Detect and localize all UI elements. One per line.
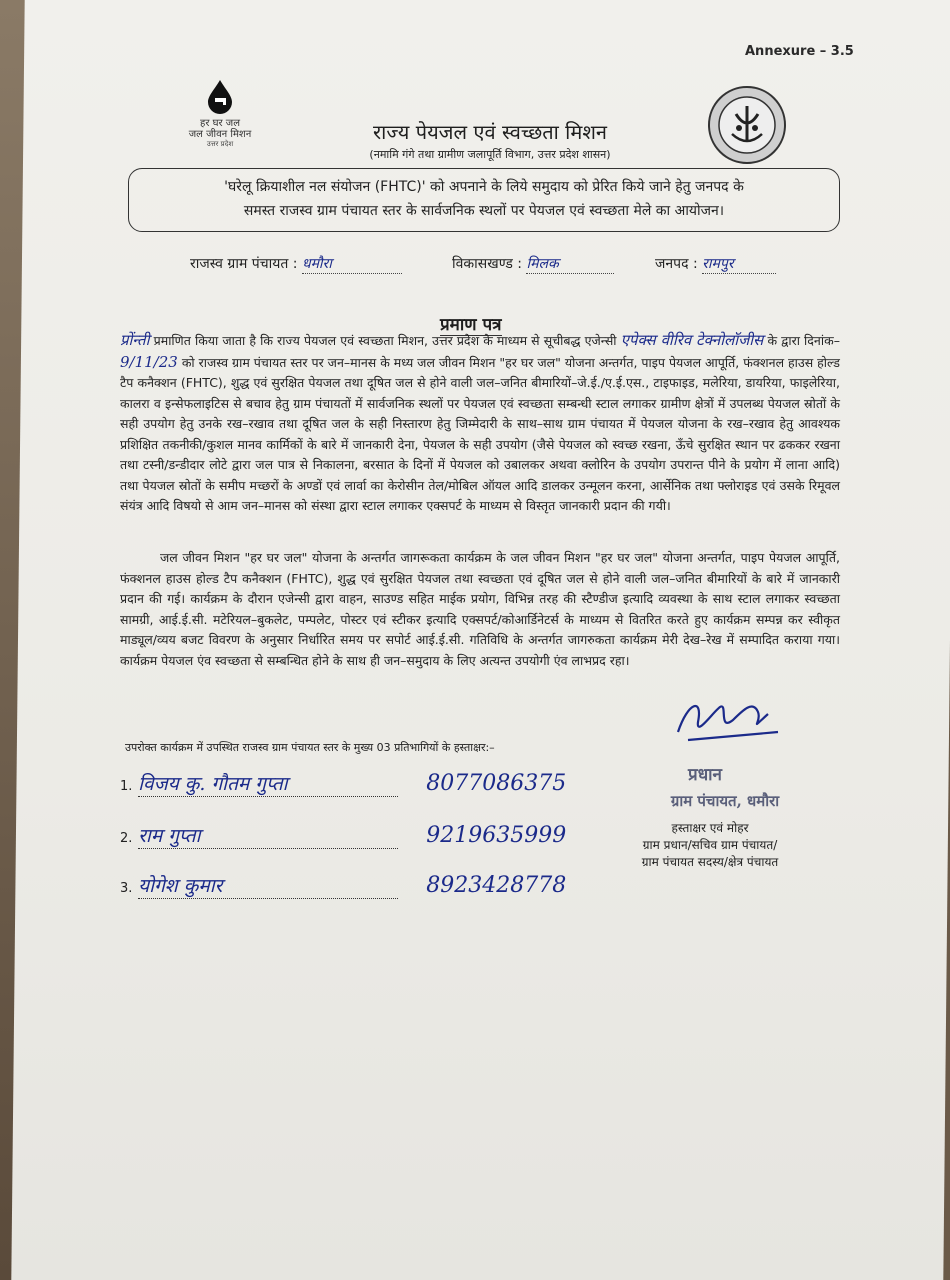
panchayat-value: धमौरा [302,254,402,274]
event-date-handwritten: 9/11/23 [120,352,178,371]
certificate-heading: प्रमाण पत्र [440,312,502,336]
logo-text-1: हर घर जल [200,118,240,129]
signatory-line-2: ग्राम प्रधान/सचिव ग्राम पंचायत/ [642,838,778,852]
p1-date-label: के द्वारा दिनांक– [767,333,840,348]
district-value: रामपुर [702,254,776,274]
logo-text-2: जल जीवन मिशन [188,129,252,140]
stamp-panchayat: ग्राम पंचायत, धमौरा [670,792,780,810]
participant-number: 1. [120,779,133,794]
participant-signature: योगेश कुमार [138,872,398,899]
participant-signature: विजय कु. गौतम गुप्ता [138,770,398,797]
block-value: मिलक [526,254,614,274]
page-subtitle: (नमामि गंगे तथा ग्रामीण जलापूर्ति विभाग, उत्तर प्रदेश शासन) [369,148,611,161]
district-label: जनपद : [655,256,698,272]
banner-line-1: 'घरेलू क्रियाशील नल संयोजन (FHTC)' को अपनाने के लिये समुदाय को प्रेरित किये जाने हेतु जनपद के [224,179,744,195]
signatory-line-3: ग्राम पंचायत सदस्य/क्षेत्र पंचायत [641,855,779,869]
participant-row [120,822,566,849]
certificate-paragraph-2 [120,548,840,671]
participant-number: 3. [120,881,133,896]
p2-body: जल जीवन मिशन "हर घर जल" योजना के अन्तर्गत जागरूकता कार्यक्रम के जल जीवन मिशन "हर घर जल" योजना अन्तर्गत, पाइप पेयजल आपूर्ति, फंक्शनल हाउस होल्ड टैप कनैक्शन (FHTC), शुद्ध एवं सुरक्षित पेयजल तथा स्वच्छता एवं दूषित जल से होने वाली जल–जनित बीमारियों के बारे में जानकारी प्रदान की गई। कार्यक्रम के दौरान एजेन्सी द्वारा वाहन, साउण्ड सहित माईक प्रयोग, विभिन्न तरह की स्टैण्डीज इत्यादि व्यवस्था के साथ स्टाल लगाकर स्वच्छता सामग्री, आई.ई.सी. मटेरियल–बुकलेट, पम्पलेट, पोस्टर एवं स्टीकर इत्यादि एक्सपर्ट/कोआर्डिनेटर्स के माध्यम से वितरित करते हुए कार्यक्रम सम्पन्न कर स्वीकृत माड्यूल/व्यय बजट विवरण के अनुसार निर्धारित समय पर सपोर्ट आई.ई.सी. गतिविधि के अन्तर्गत जागरुकता कार्यक्रम मेरी देख–रेख में सम्पादित कराया गया। कार्यक्रम पेयजल एंव स्वच्छता से सम्बन्धित होने के साथ ही जन–समुदाय के लिए अत्यन्त उपयोगी एंव लाभप्रद रहा। [120,550,840,668]
uttar-pradesh-emblem-icon [706,84,788,166]
block-label: विकासखण्ड : [452,256,523,272]
p1-intro: प्रमाणित किया जाता है कि राज्य पेयजल एवं स्वच्छता मिशन, उत्तर प्रदेश के माध्यम से सूचीबद्ध एजेन्सी [153,333,617,348]
event-banner [128,168,840,232]
har-ghar-jal-logo [180,78,260,149]
participant-phone: 8077086375 [426,771,567,796]
district-field [655,254,776,274]
pradhan-signature [658,692,798,754]
annexure-label: Annexure – 3.5 [745,44,854,59]
stamp-designation: प्रधान [688,765,722,785]
participant-number: 2. [120,831,133,846]
participant-row [120,872,566,899]
participant-row [120,770,566,797]
participant-phone: 9219635999 [426,823,567,848]
participant-phone: 8923428778 [426,873,567,898]
participant-signature: राम गुप्ता [138,822,398,849]
agency-name-handwritten: एपेक्स वीरिव टेक्नोलॉजीस [620,331,764,349]
page-title: राज्य पेयजल एवं स्वच्छता मिशन [372,120,608,144]
pradhan-stamp [630,762,820,811]
banner-line-2: समस्त राजस्व ग्राम पंचायत स्तर के सार्वजनिक स्थलों पर पेयजल एवं स्वच्छता मेले का आयोजन। [243,203,725,219]
panchayat-field [190,254,402,274]
signatory-label [610,820,810,871]
p1-body: को राजस्व ग्राम पंचायत स्तर पर जन–मानस के मध्य जल जीवन मिशन "हर घर जल" योजना अन्तर्गत, पाइप पेयजल आपूर्ति, फंक्शनल हाउस होल्ड टैप कनैक्शन (FHTC), शुद्ध एवं सुरक्षित पेयजल तथा दूषित जल से होने वाली जल–जनित बीमारियों–जे.ई./ए.ई.एस., टाइफाइड, मलेरिया, डायरिया, फाइलेरिया, कालरा व इन्सेफलाइटिस से बचाव हेतु ग्राम पंचायतों में सार्वजनिक स्थलों पर पेयजल एवं स्वच्छता सम्बन्धी स्टाल लगाकर ग्रामीण क्षेत्रों में उपलब्ध पेयजल स्रोतों के सही उपयोग हेतु उनके रख–रखाव तथा दूषित जल के सही निस्तारण हेतु जिम्मेदारी के साथ–साथ ग्राम पंचायत में पेयजल योजना के रख–रखाव हेतु आवश्यक प्रशिक्षित तकनीकी/कुशल मानव कार्मिकों के बारे में जानकारी देना, पेयजल के सही उपयोग (जैसे पेयजल को स्वच्छ रखना, ऊँचे सुरक्षित स्थान पर ढककर रखना तथा टस्नी/डन्डीदार लोटे द्वारा जल पात्र से निकालना, बरसात के दिनों में पेयजल को उबालकर अथवा क्लोरिन के उपयोग उपरान्त पीने के प्रयोग में लाना आदि) तथा पेयजल स्रोतों के समीप मच्छरों के अण्डों एवं लार्वा का केरोसीन तेल/मोबिल ऑयल आदि डालकर उन्मूलन करना, आर्सेनिक तथा फ्लोराइड एवं उसके रिमूवल संयंत्र आदि विषयो से आम जन–मानस को संस्था द्वारा स्टाल लगाकर एक्सपर्ट के माध्यम से विस्तृत जानकारी प्रदान की गयी। [120,354,840,513]
panchayat-label: राजस्व ग्राम पंचायत : [190,256,298,272]
agent-name-handwritten: प्रोंन्ती [120,331,150,349]
participants-heading: उपरोक्त कार्यक्रम में उपस्थित राजस्व ग्राम पंचायत स्तर के मुख्य 03 प्रतिभागियों के हस्ताक्षर:– [125,741,495,754]
logo-text-3: उत्तर प्रदेश [206,140,234,148]
block-field [452,254,614,274]
signatory-line-1: हस्ताक्षर एवं मोहर [671,821,749,835]
certificate-paragraph-1 [120,330,840,517]
water-drop-icon [202,78,238,114]
